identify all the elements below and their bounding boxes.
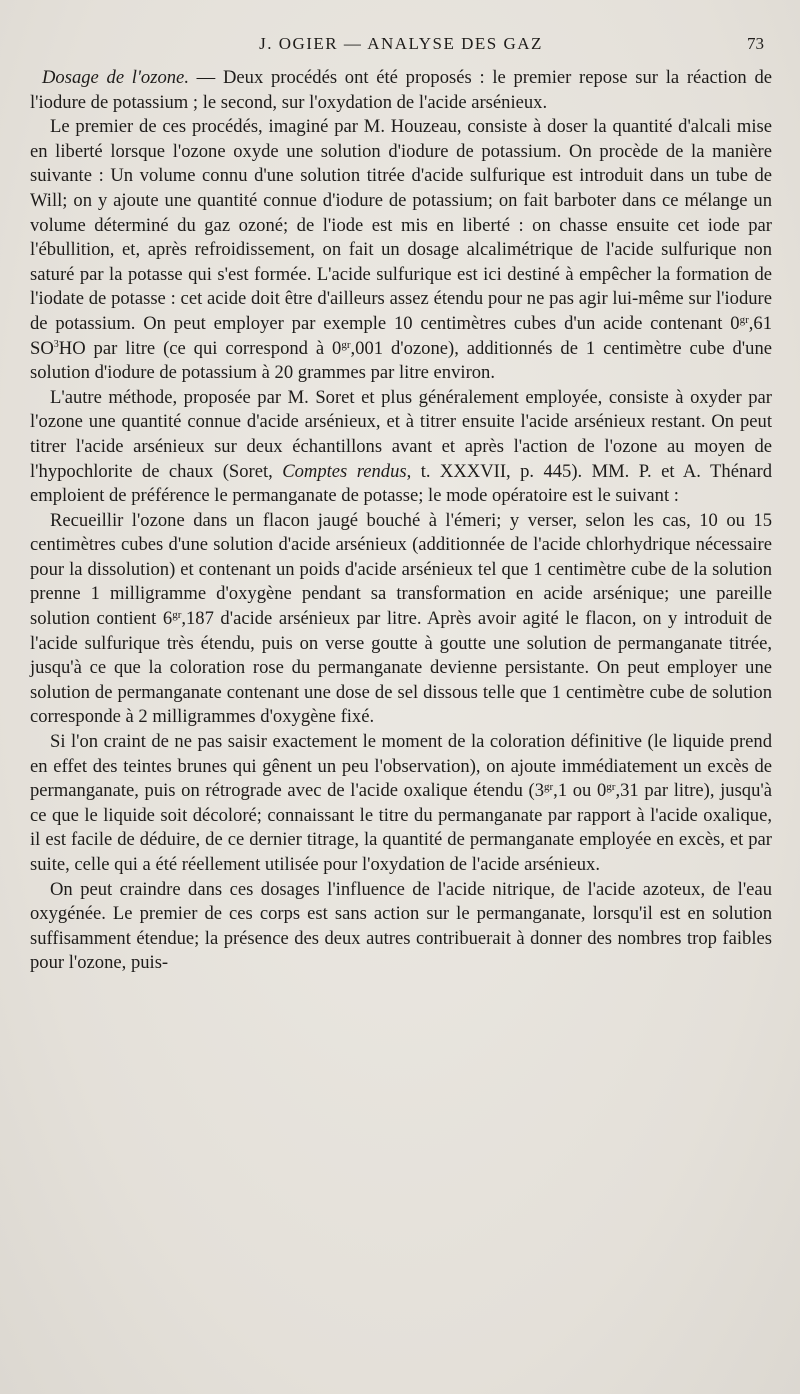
section-lead: Dosage de l'ozone.: [42, 67, 189, 88]
paragraph-back-titration: Si l'on craint de ne pas saisir exactement le moment de la coloration définitive (le liquide prend en effet des teintes brunes qui gênent un peu l'observation), on ajoute immédiatement un excès de permanganate, puis on rétrograde avec de l'acide oxalique étendu ($3^{gr},1$ ou $0^{gr},31$ par litre), jusqu'à ce que le liquide soit décoloré; connaissant le titre du permanganate par rapport à l'acide oxalique, il est facile de déduire, de ce dernier titrage, la quantité de permanganate employée en excès, et par suite, celle qui a été réellement utilisée pour l'oxydation de l'acide arsénieux.: [30, 731, 773, 875]
paragraph-procedure: Recueillir l'ozone dans un flacon jaugé bouché à l'émeri; y verser, selon les cas, 10 ou 15 centimètres cubes d'une solution d'acide arsénieux (additionnée de l'acide chlorhydrique nécessaire pour la dissolution) et contenant un poids d'acide arsénieux tel que 1 centimètre cube de la solution prenne 1 milligramme d'oxygène pendant sa transformation en acide arsénique; une pareille solution contient $6^{gr},187$ d'acide arsénieux par litre. Après avoir agité le flacon, on y introduit de l'acide sulfurique très étendu, puis on verse goutte à goutte une solution de permanganate titrée, jusqu'à ce que la coloration rose du permanganate devienne persistante. On peut employer une solution de permanganate contenant une dose de sel dissous telle que 1 centimètre cube de solution corresponde à 2 milligrammes d'oxygène fixé.: [30, 509, 772, 728]
running-header: [30, 34, 772, 60]
citation-title: Comptes rendus: [282, 460, 407, 482]
paragraph-interferences: On peut craindre dans ces dosages l'influence de l'acide nitrique, de l'acide azoteux, de l'eau oxygénée. Le premier de ces corps est sans action sur le permanganate, lorsqu'il est en solution suffisamment étendue; la présence des deux autres contribuerait à donner des nombres trop faibles pour l'ozone, puis-: [30, 878, 772, 974]
paragraph-houzeau-method: Le premier de ces procédés, imaginé par M. Houzeau, consiste à doser la quantité d'alcali mise en liberté lorsque l'ozone oxyde une solution d'iodure de potassium. On procède de la manière suivante : Un volume connu d'une solution titrée d'acide sulfurique est introduit dans un tube de Will; on y ajoute une quantité connue d'iodure de potassium; on fait barboter dans ce mélange un volume déterminé du gaz ozoné; de l'iode est mis en liberté : on chasse ensuite cet iode par l'ébullition, et, après refroidissement, on fait un dosage alcalimétrique de l'acide sulfurique non saturé par la potasse qui s'est formée. L'acide sulfurique est ici destiné à empêcher la formation de l'iodate de potasse : cet acide doit être d'ailleurs assez étendu pour ne pas agir lui-même sur l'iodure de potassium. On peut employer par exemple 10 centimètres cubes d'un acide contenant $0^{gr},61$ $SO^3HO$ par litre (ce qui correspond à $0^{gr},001$ d'ozone), additionnés de 1 centimètre cube d'une solution d'iodure de potassium à 20 grammes par litre environ.: [30, 116, 772, 384]
paragraph-soret-method: L'autre méthode, proposée par M. Soret et plus généralement employée, consiste à oxyder par l'ozone une quantité connue d'acide arsénieux, et à titrer ensuite l'acide arsénieux restant. On peut titrer l'acide arsénieux sur deux échantillons avant et après l'action de l'ozone au moyen de l'hypochlorite de chaux (Soret, Comptes rendus, t. XXXVII, p. 445). MM. P. et A. Thénard emploient de préférence le permanganate de potasse; le mode opératoire est le suivant :: [30, 386, 772, 507]
body-text: [30, 66, 772, 976]
page-number: 73: [747, 34, 764, 53]
paragraph-ozone-dosage: Dosage de l'ozone. — Deux procédés ont été proposés : le premier repose sur la réaction de l'iodure de potassium ; le second, sur l'oxydation de l'acide arsénieux.: [30, 67, 772, 113]
running-title: J. OGIER — ANALYSE DES GAZ: [259, 34, 543, 53]
